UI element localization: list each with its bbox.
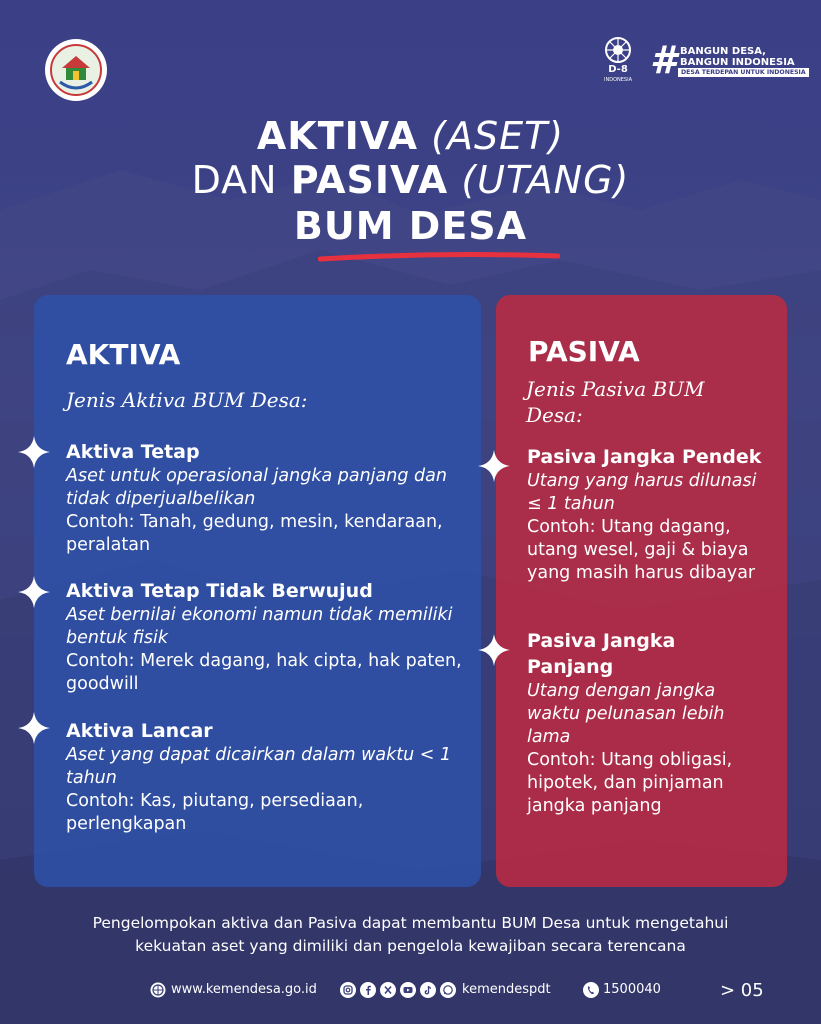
title-underline	[318, 250, 560, 264]
hashtag-logo: #	[650, 38, 677, 82]
title-aset: (ASET)	[431, 114, 565, 158]
slogan-line2: BANGUN INDONESIA	[680, 57, 795, 68]
aktiva-item-desc: Aset yang dapat dicairkan dalam waktu < 1 tahun	[66, 745, 452, 788]
aktiva-item-title: Aktiva Tetap Tidak Berwujud	[66, 580, 373, 602]
aktiva-item-desc: Aset untuk operasional jangka panjang dan tidak diperjualbelikan	[66, 466, 447, 509]
pasiva-item-jangka-panjang	[527, 628, 767, 818]
pasiva-subtitle: Jenis Pasiva BUM Desa:	[526, 377, 705, 427]
title-utang: (UTANG)	[461, 158, 630, 202]
title-line3	[0, 204, 821, 248]
title-line2	[0, 158, 821, 202]
aktiva-subtitle: Jenis Aktiva BUM Desa:	[66, 388, 308, 412]
phone-number[interactable]: 1500040	[603, 982, 661, 997]
slogan-line1: BANGUN DESA,	[680, 46, 766, 57]
youtube-icon[interactable]	[400, 982, 416, 998]
social-handle[interactable]: kemendespdt	[462, 982, 551, 997]
page-number: > 05	[720, 980, 764, 1001]
aktiva-item-example: Contoh: Merek dagang, hak cipta, hak paten, goodwill	[66, 651, 462, 694]
aktiva-item-desc: Aset bernilai ekonomi namun tidak memiliki bentuk fisik	[66, 605, 453, 648]
tiktok-icon[interactable]	[420, 982, 436, 998]
sparkle-icon	[18, 712, 50, 744]
aktiva-item-example: Contoh: Kas, piutang, persediaan, perlengkapan	[66, 791, 364, 834]
globe-icon	[150, 982, 166, 998]
ministry-logo	[44, 38, 108, 102]
aktiva-item-title: Aktiva Lancar	[66, 720, 213, 742]
pasiva-item-title: Pasiva Jangka Pendek	[527, 446, 762, 468]
pasiva-item-title: Pasiva Jangka Panjang	[527, 630, 676, 678]
footer-note: Pengelompokan aktiva dan Pasiva dapat membantu BUM Desa untuk mengetahui kekuatan aset yang dimiliki dan pengelola kewajiban secara terencana	[92, 914, 729, 955]
pasiva-item-jangka-pendek	[527, 444, 767, 585]
sparkle-icon	[478, 634, 510, 666]
aktiva-item-lancar	[66, 718, 466, 836]
title-dan: DAN	[191, 158, 278, 202]
title-bum-desa: BUM DESA	[293, 204, 528, 248]
pasiva-item-desc: Utang yang harus dilunasi ≤ 1 tahun	[527, 471, 757, 514]
title-pasiva: PASIVA	[290, 158, 449, 202]
title-aktiva: AKTIVA	[256, 114, 419, 158]
pasiva-heading: PASIVA	[528, 335, 640, 368]
aktiva-item-title: Aktiva Tetap	[66, 441, 200, 463]
sparkle-icon	[478, 450, 510, 482]
pasiva-item-example: Contoh: Utang dagang, utang wesel, gaji & biaya yang masih harus dibayar	[527, 517, 756, 583]
website-link[interactable]: www.kemendesa.go.id	[171, 982, 317, 997]
phone-icon	[583, 982, 599, 998]
sparkle-icon	[18, 576, 50, 608]
slogan-line3: DESA TERDEPAN UNTUK INDONESIA	[678, 68, 809, 77]
d8-label: D-8	[608, 64, 628, 75]
sparkle-icon	[18, 436, 50, 468]
aktiva-heading: AKTIVA	[66, 338, 181, 371]
title-line1	[0, 114, 821, 158]
aktiva-item-tetap	[66, 439, 466, 557]
pasiva-item-desc: Utang dengan jangka waktu pelunasan lebih lama	[527, 681, 725, 747]
whatsapp-icon[interactable]	[440, 982, 456, 998]
facebook-icon[interactable]	[360, 982, 376, 998]
aktiva-item-tidak-berwujud	[66, 578, 466, 696]
d8-sub-label: INDONESIA	[604, 77, 632, 83]
instagram-icon[interactable]	[340, 982, 356, 998]
pasiva-item-example: Contoh: Utang obligasi, hipotek, dan pinjaman jangka panjang	[527, 750, 733, 816]
x-twitter-icon[interactable]	[380, 982, 396, 998]
aktiva-item-example: Contoh: Tanah, gedung, mesin, kendaraan, peralatan	[66, 512, 443, 555]
